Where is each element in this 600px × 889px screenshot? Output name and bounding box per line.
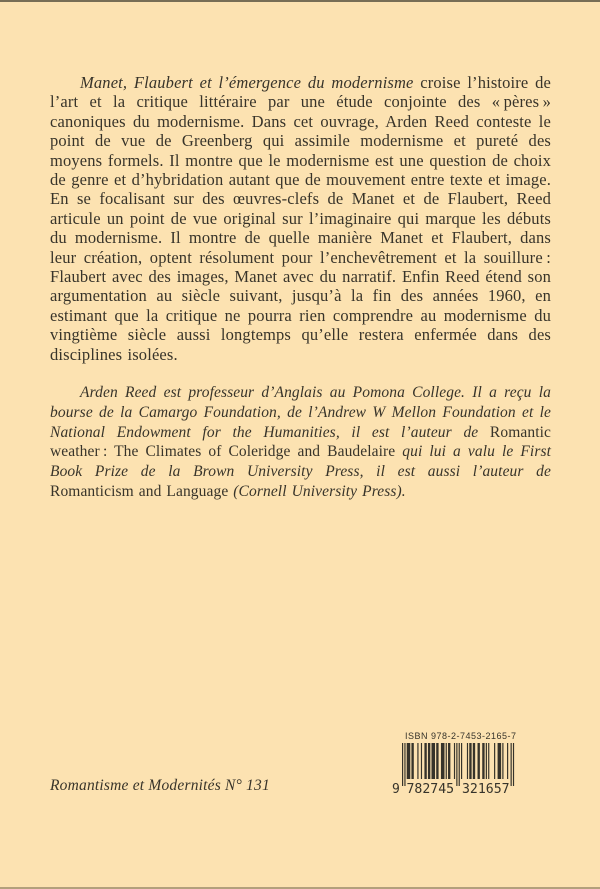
text-segment: Romantic weather : The Climates of Coleridge and Baudelaire — [50, 423, 551, 461]
text-segment: Arden Reed est professeur d’Anglais au Pomona College. Il a reçu la bourse de la Camargo Foundation, de l’Andrew W Mellon Foundation et le National Endowment for the Humanities, il est l’auteur de — [50, 384, 551, 441]
text-segment: qui lui a valu le First Book Prize de la Brown University Press, il est aussi l’auteur de — [50, 443, 551, 480]
ean13-barcode — [392, 743, 524, 795]
text-segment: Romanticism and Language — [50, 482, 234, 500]
text-segment: Manet, Flaubert et l’émergence du modernisme — [80, 73, 414, 92]
svg-text:782745: 782745 — [406, 782, 455, 795]
isbn-barcode-block — [392, 731, 524, 795]
text-segment: (Cornell University Press). — [233, 482, 406, 500]
svg-text:321657: 321657 — [462, 782, 510, 795]
synopsis-paragraph — [50, 73, 551, 364]
author-bio-paragraph — [50, 383, 551, 501]
blurb-text-block — [50, 73, 551, 501]
series-label: Romantisme et Modernités N° 131 — [50, 777, 270, 794]
isbn-number: ISBN 978-2-7453-2165-7 — [405, 731, 517, 741]
svg-text:9: 9 — [392, 782, 400, 795]
text-segment: croise l’histoire de l’art et la critique littéraire par une étude conjointe des « pères » canoniques du modernisme. Dans cet ouvrage, Arden Reed conteste le point de vue de Greenberg qui assimile modernisme et pureté des moyens formels. Il montre que le modernisme est une question de choix de genre et d’hybridation autant que de mouvement entre texte et image. En se focalisant sur des œuvres-clefs de Manet et de Flaubert, Reed articule un point de vue original sur l’imaginaire qui marque les débuts du modernisme. Il montre de quelle manière Manet et Flaubert, dans leur création, optent résolument pour l’enchevêtrement et la souillure : Flaubert avec des images, Manet avec du narratif. Enfin Reed étend son argumentation au siècle suivant, jusqu’à la fin des années 1960, en estimant que la critique ne pourra rien comprendre au modernisme du vingtième siècle aussi longtemps qu’elle restera enfermée dans des disciplines isolées. — [50, 73, 551, 364]
